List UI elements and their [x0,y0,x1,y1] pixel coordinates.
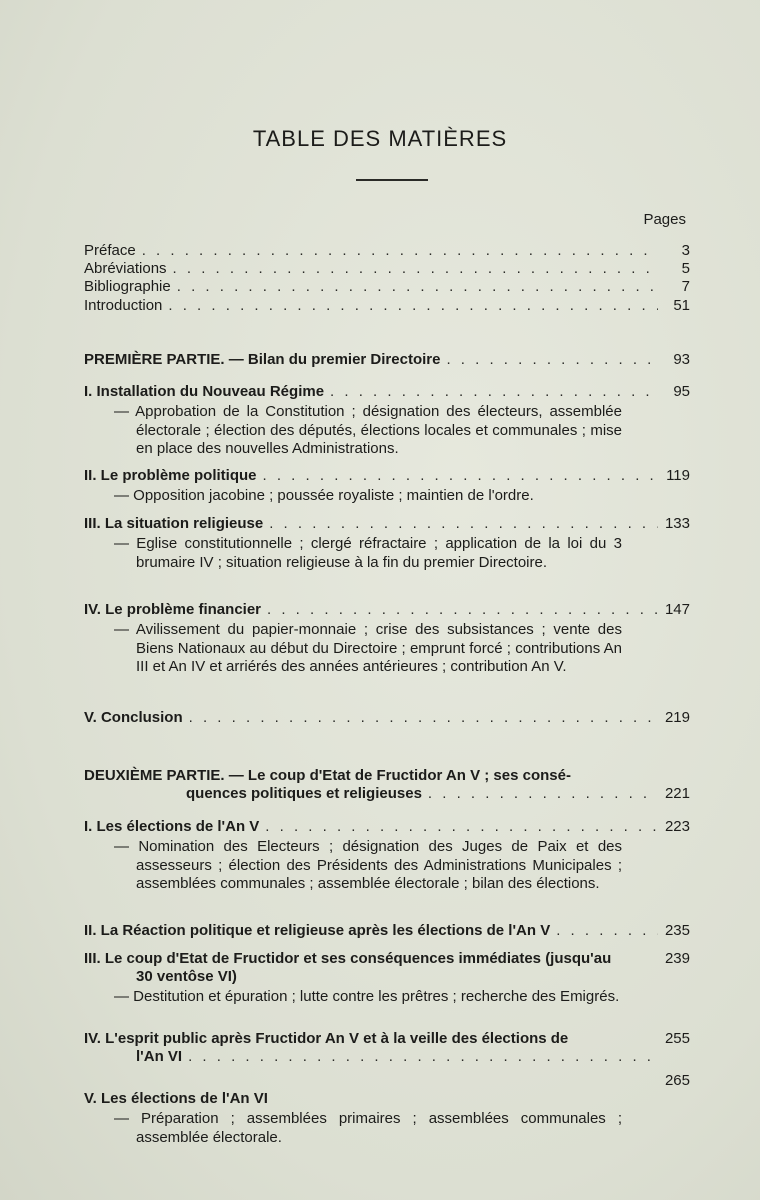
dot-leader [269,515,658,533]
dot-leader [263,467,658,485]
toc-label: V. Les élections de l'An VI [84,1090,268,1107]
dot-leader [142,242,658,260]
toc-label: I. Les élections de l'An V [84,818,260,835]
toc-chapter-p1-1 [84,383,690,459]
toc-page: 5 [681,260,690,277]
chapter-summary: — Approbation de la Constitution ; désignation des électeurs, assemblée électorale ; élection des députés, élections locales et communales ; mise en place des nouvelles Administrations. [114,403,622,457]
chapter-summary: — Nomination des Electeurs ; désignation des Juges de Paix et des assesseurs ; élection des Présidents des Administrations Municipales ; assemblées communales ; assemblée électorale ; bilan des élections. [114,838,622,892]
toc-label: V. Conclusion [84,709,183,726]
title-divider [356,179,428,181]
toc-label: Bibliographie [84,278,171,295]
toc-page: 239 [664,950,690,967]
toc-page: 133 [664,515,690,532]
dot-leader [168,297,658,315]
toc-chapter-p2-1 [84,818,690,894]
toc-page: 235 [664,922,690,939]
dot-leader [330,383,658,401]
part2-heading [84,767,690,803]
toc-entry-preface [84,242,690,260]
toc-chapter-p1-5 [84,709,690,727]
toc-label: II. Le problème politique [84,467,257,484]
toc-entry-bibliography [84,278,690,296]
page-title: TABLE DES MATIÈRES [252,126,508,151]
toc-label: IV. L'esprit public après Fructidor An V et à la veille des élections de [84,1030,569,1047]
toc-chapter-p2-4 [84,1030,690,1066]
toc-page: 147 [664,601,690,618]
toc-label-cont: 30 ventôse VI) [136,968,237,985]
toc-chapter-p1-4 [84,601,690,677]
toc-label: II. La Réaction politique et religieuse après les élections de l'An V [84,922,551,939]
toc-page: 255 [664,1030,690,1047]
toc-label: Préface [84,242,136,259]
toc-chapter-p2-5 [84,1072,690,1147]
chapter-summary: — Eglise constitutionnelle ; clergé réfractaire ; application de la loi du 3 brumaire IV ; situation religieuse à la fin du premier Directoire. [114,535,622,571]
toc-chapter-p2-2 [84,922,690,940]
chapter-summary: — Destitution et épuration ; lutte contre les prêtres ; recherche des Emigrés. [114,988,620,1005]
toc-label: III. Le coup d'Etat de Fructidor et ses conséquences immédiates (jusqu'au [84,950,612,967]
dot-leader [428,785,658,803]
dot-leader [267,601,658,619]
part-heading-label-cont: quences politiques et religieuses [186,785,422,802]
toc-page: 119 [666,467,690,484]
toc-chapter-p2-3 [84,950,690,1007]
toc-page: 221 [664,785,690,802]
toc-page: 223 [664,818,690,835]
chapter-summary: — Avilissement du papier-monnaie ; crise des subsistances ; vente des Biens Nationaux au début du Directoire ; emprunt forcé ; contributions An III et An IV et arriérés des années antérieures ; contribution An V. [114,621,622,675]
toc-label: Abréviations [84,260,167,277]
toc-page: 51 [673,297,690,314]
toc-label: Introduction [84,297,163,314]
toc-chapter-p1-3 [84,515,690,572]
part-heading-label: DEUXIÈME PARTIE. — Le coup d'Etat de Fructidor An V ; ses consé- [84,767,571,784]
toc-label: IV. Le problème financier [84,601,262,618]
dot-leader [173,260,658,278]
toc-entry-abbreviations [84,260,690,278]
toc-label: III. La situation religieuse [84,515,264,532]
toc-page: 7 [681,278,690,295]
toc-page: 95 [673,383,690,400]
part-heading-label: PREMIÈRE PARTIE. — Bilan du premier Directoire [84,351,441,368]
toc-chapter-p1-2 [84,467,690,506]
dot-leader [189,709,658,727]
dot-leader [556,922,658,940]
toc-page: 219 [664,709,690,726]
toc-page: 265 [664,1072,690,1089]
dot-leader [188,1048,658,1066]
chapter-summary: — Préparation ; assemblées primaires ; assemblées communales ; assemblée électorale. [114,1110,622,1146]
pages-column-header: Pages [643,211,686,228]
toc-page: 93 [673,351,690,368]
dot-leader [265,818,658,836]
toc-label: I. Installation du Nouveau Régime [84,383,325,400]
part1-heading [84,351,690,369]
toc-page: 3 [681,242,690,259]
dot-leader [177,278,658,296]
dot-leader [446,351,658,369]
chapter-summary: — Opposition jacobine ; poussée royaliste ; maintien de l'ordre. [114,487,534,504]
toc-entry-introduction [84,297,690,315]
toc-label-cont: l'An VI [136,1048,183,1065]
